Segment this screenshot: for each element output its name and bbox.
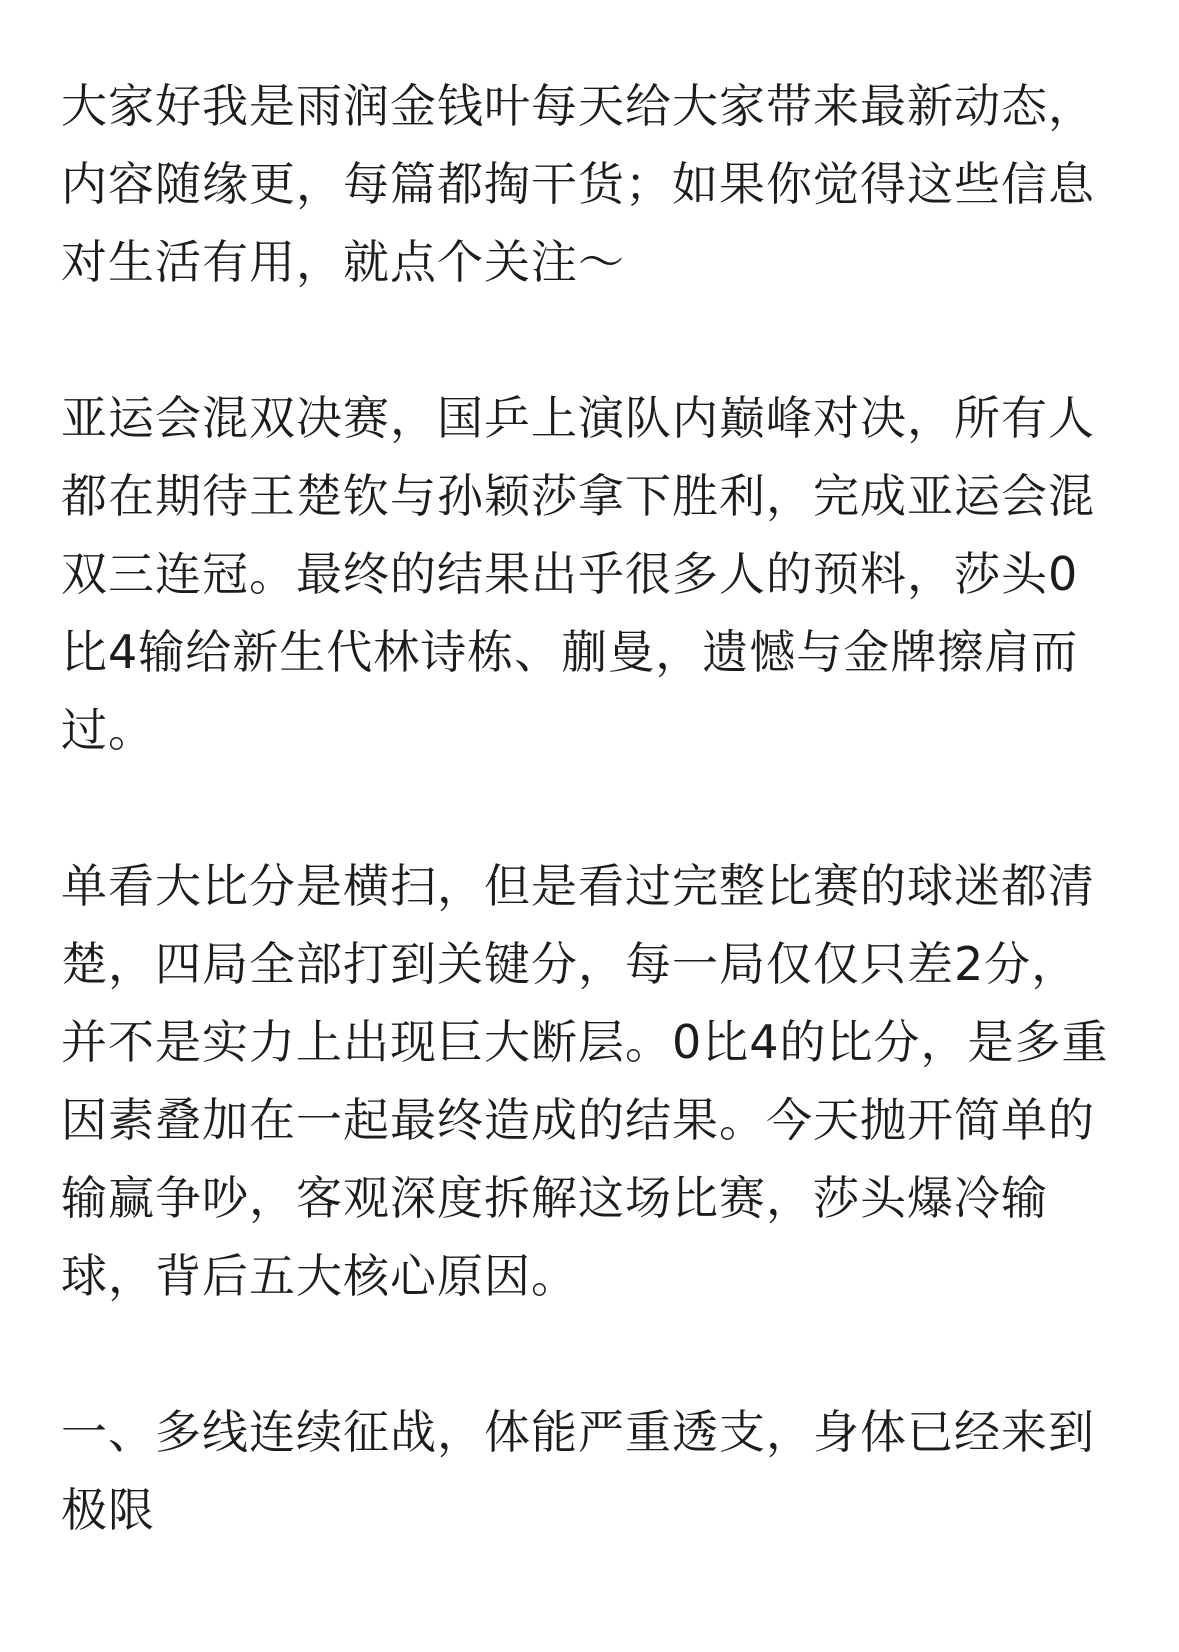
match-result-paragraph: 亚运会混双决赛，国乒上演队内巅峰对决，所有人都在期待王楚钦与孙颖莎拿下胜利，完成亚运会混双三连冠。最终的结果出乎很多人的预料，莎头0比4输给新生代林诗栋、蒯曼，遗憾与金牌擦肩而过。 xyxy=(61,391,1095,757)
section-heading: 一、多线连续征战，体能严重透支，身体已经来到极限 xyxy=(61,1405,1095,1537)
intro-paragraph: 大家好我是雨润金钱叶每天给大家带来最新动态，内容随缘更，每篇都掏干货；如果你觉得这些信息对生活有用，就点个关注～ xyxy=(61,79,1095,289)
analysis-paragraph: 单看大比分是横扫，但是看过完整比赛的球迷都清楚，四局全部打到关键分，每一局仅仅只差2分，并不是实力上出现巨大断层。0比4的比分，是多重因素叠加在一起最终造成的结果。今天抛开简单的输赢争吵，客观深度拆解这场比赛，莎头爆冷输球，背后五大核心原因。 xyxy=(61,859,1109,1303)
